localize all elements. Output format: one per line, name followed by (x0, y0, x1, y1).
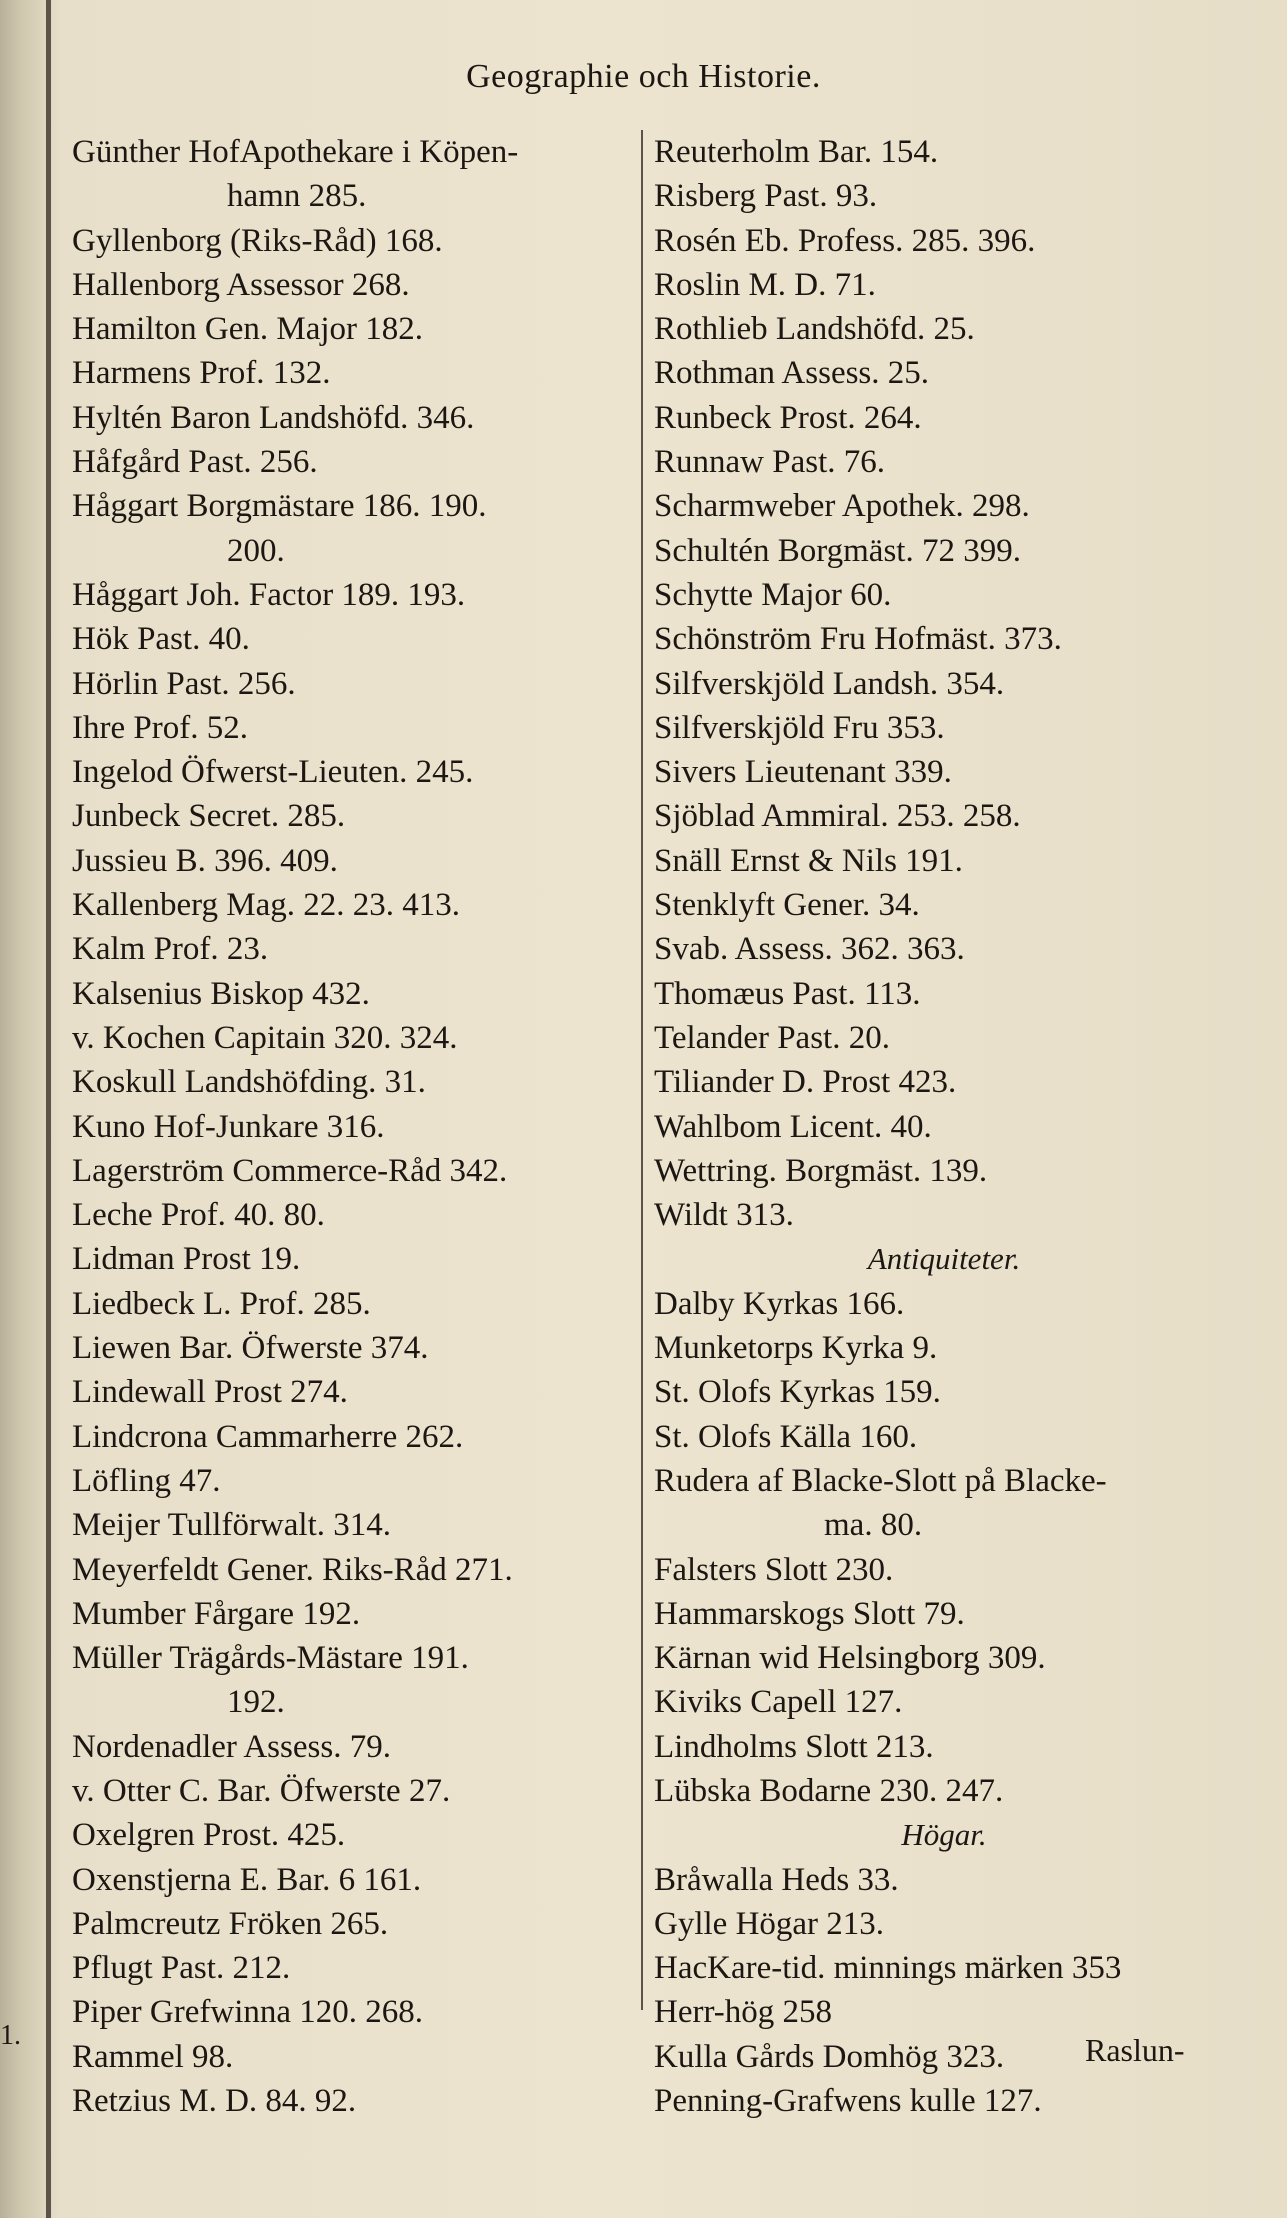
index-entry: Hallenborg Assessor 268. (72, 266, 410, 303)
index-entry: Kiviks Capell 127. (654, 1684, 903, 1721)
index-entry: Ihre Prof. 52. (72, 709, 248, 746)
index-entry: Håggart Borgmästare 186. 190. (72, 488, 487, 525)
index-entry: Gyllenborg (Riks-Råd) 168. (72, 222, 443, 259)
index-entry: Oxelgren Prost. 425. (72, 1817, 346, 1854)
index-entry: hamn 285. (227, 178, 367, 215)
index-entry: Rammel 98. (72, 2038, 234, 2075)
index-entry: Munketorps Kyrka 9. (654, 1330, 938, 1367)
page-binding-edge (46, 0, 51, 2218)
index-entry: Harmens Prof. 132. (72, 355, 331, 392)
index-entry: Roslin M. D. 71. (654, 266, 876, 303)
index-entry: Reuterholm Bar. 154. (654, 134, 939, 170)
index-entry: Leche Prof. 40. 80. (72, 1197, 325, 1234)
index-entry: Runbeck Prost. 264. (654, 399, 922, 436)
index-entry: Hamilton Gen. Major 182. (72, 311, 424, 348)
index-entry: Hök Past. 40. (72, 621, 250, 658)
index-entry: Falsters Slott 230. (654, 1551, 894, 1588)
margin-mark: 1. (0, 2020, 21, 2051)
index-entry: Liewen Bar. Öfwerste 374. (72, 1330, 429, 1367)
index-entry: Kulla Gårds Domhög 323. (654, 2038, 1005, 2075)
index-entry: Stenklyft Gener. 34. (654, 887, 920, 924)
index-entry: 192. (227, 1684, 285, 1721)
index-entry: Schönström Fru Hofmäst. 373. (654, 621, 1062, 658)
index-entry: Müller Trägårds-Mästare 191. (72, 1640, 469, 1677)
index-entry: Kuno Hof-Junkare 316. (72, 1108, 385, 1145)
index-entry: Håggart Joh. Factor 189. 193. (72, 576, 466, 613)
index-entry: 200. (227, 532, 285, 569)
index-entry: Wahlbom Licent. 40. (654, 1108, 932, 1145)
index-entry: Kärnan wid Helsingborg 309. (654, 1640, 1046, 1677)
index-entry: Piper Grefwinna 120. 268. (72, 1994, 424, 2031)
index-entry: Lidman Prost 19. (72, 1241, 301, 1278)
index-entry: Schultén Borgmäst. 72 399. (654, 532, 1021, 569)
index-entry: Nordenadler Assess. 79. (72, 1728, 391, 1765)
index-entry: Kallenberg Mag. 22. 23. 413. (72, 887, 460, 924)
index-entry: Lindholms Slott 213. (654, 1728, 934, 1765)
index-entry: Lindcrona Cammarherre 262. (72, 1418, 464, 1455)
index-entry: Palmcreutz Fröken 265. (72, 1905, 389, 1942)
index-entry: HacKare-tid. minnings märken 353 (654, 1950, 1122, 1987)
index-entry: Svab. Assess. 362. 363. (654, 931, 965, 968)
index-entry: St. Olofs Kyrkas 159. (654, 1374, 941, 1411)
index-entry: Jussieu B. 396. 409. (72, 842, 338, 879)
index-entry: Meijer Tullförwalt. 314. (72, 1507, 391, 1544)
index-entry: Hörlin Past. 256. (72, 665, 296, 702)
index-entry: Lindewall Prost 274. (72, 1374, 348, 1411)
index-column-left (72, 130, 632, 2123)
section-heading: Antiquiteter. (867, 1241, 1021, 1277)
index-entry: Retzius M. D. 84. 92. (72, 2083, 357, 2120)
index-entry: Bråwalla Heds 33. (654, 1861, 899, 1898)
index-entry: Löfling 47. (72, 1462, 221, 1499)
index-entry: Thomæus Past. 113. (654, 975, 921, 1012)
index-entry: Koskull Landshöfding. 31. (72, 1064, 426, 1101)
index-entry: Günther HofApothekare i Köpen- (72, 134, 519, 170)
index-entry: Snäll Ernst & Nils 191. (654, 842, 963, 879)
index-entry: Sjöblad Ammiral. 253. 258. (654, 798, 1021, 835)
index-entry: v. Kochen Capitain 320. 324. (72, 1019, 458, 1056)
index-entry: Rudera af Blacke-Slott på Blacke- (654, 1462, 1107, 1499)
index-entry: Runnaw Past. 76. (654, 444, 885, 481)
index-column-right (654, 130, 1234, 2123)
section-heading: Högar. (901, 1817, 987, 1853)
index-entry: Lübska Bodarne 230. 247. (654, 1772, 1004, 1809)
index-entry: Lagerström Commerce-Råd 342. (72, 1152, 508, 1189)
index-entry: Pflugt Past. 212. (72, 1950, 291, 1987)
index-entry: Tiliander D. Prost 423. (654, 1064, 957, 1101)
index-entry: Herr-hög 258 (654, 1994, 833, 2031)
index-entry: Silfverskjöld Landsh. 354. (654, 665, 1005, 702)
catchword: Raslun- (1085, 2032, 1185, 2068)
column-divider (641, 130, 643, 2010)
index-entry: Risberg Past. 93. (654, 178, 878, 215)
index-entry: Dalby Kyrkas 166. (654, 1285, 905, 1322)
index-entry: Kalm Prof. 23. (72, 931, 269, 968)
index-entry: v. Otter C. Bar. Öfwerste 27. (72, 1772, 451, 1809)
index-entry: Wildt 313. (654, 1197, 794, 1234)
index-entry: ma. 80. (824, 1507, 923, 1544)
index-entry: Penning-Grafwens kulle 127. (654, 2083, 1042, 2120)
index-entry: Oxenstjerna E. Bar. 6 161. (72, 1861, 422, 1898)
index-entry: Rothlieb Landshöfd. 25. (654, 311, 975, 348)
index-entry: Ingelod Öfwerst-Lieuten. 245. (72, 754, 474, 791)
index-entry: Telander Past. 20. (654, 1019, 890, 1056)
index-entry: Silfverskjöld Fru 353. (654, 709, 945, 746)
index-entry: Kalsenius Biskop 432. (72, 975, 370, 1012)
index-entry: Rothman Assess. 25. (654, 355, 930, 392)
index-entry: Schytte Major 60. (654, 576, 892, 613)
index-entry: Liedbeck L. Prof. 285. (72, 1285, 371, 1322)
index-entry: Gylle Högar 213. (654, 1905, 885, 1942)
index-entry: Scharmweber Apothek. 298. (654, 488, 1030, 525)
index-entry: Rosén Eb. Profess. 285. 396. (654, 222, 1036, 259)
index-entry: Håfgård Past. 256. (72, 444, 318, 481)
index-entry: Wettring. Borgmäst. 139. (654, 1152, 988, 1189)
index-entry: Meyerfeldt Gener. Riks-Råd 271. (72, 1551, 513, 1588)
index-entry: Sivers Lieutenant 339. (654, 754, 952, 791)
running-header: Geographie och Historie. (466, 58, 821, 95)
index-entry: Mumber Fårgare 192. (72, 1595, 361, 1632)
index-entry: Hammarskogs Slott 79. (654, 1595, 965, 1632)
index-entry: St. Olofs Källa 160. (654, 1418, 918, 1455)
index-entry: Junbeck Secret. 285. (72, 798, 346, 835)
index-entry: Hyltén Baron Landshöfd. 346. (72, 399, 475, 436)
